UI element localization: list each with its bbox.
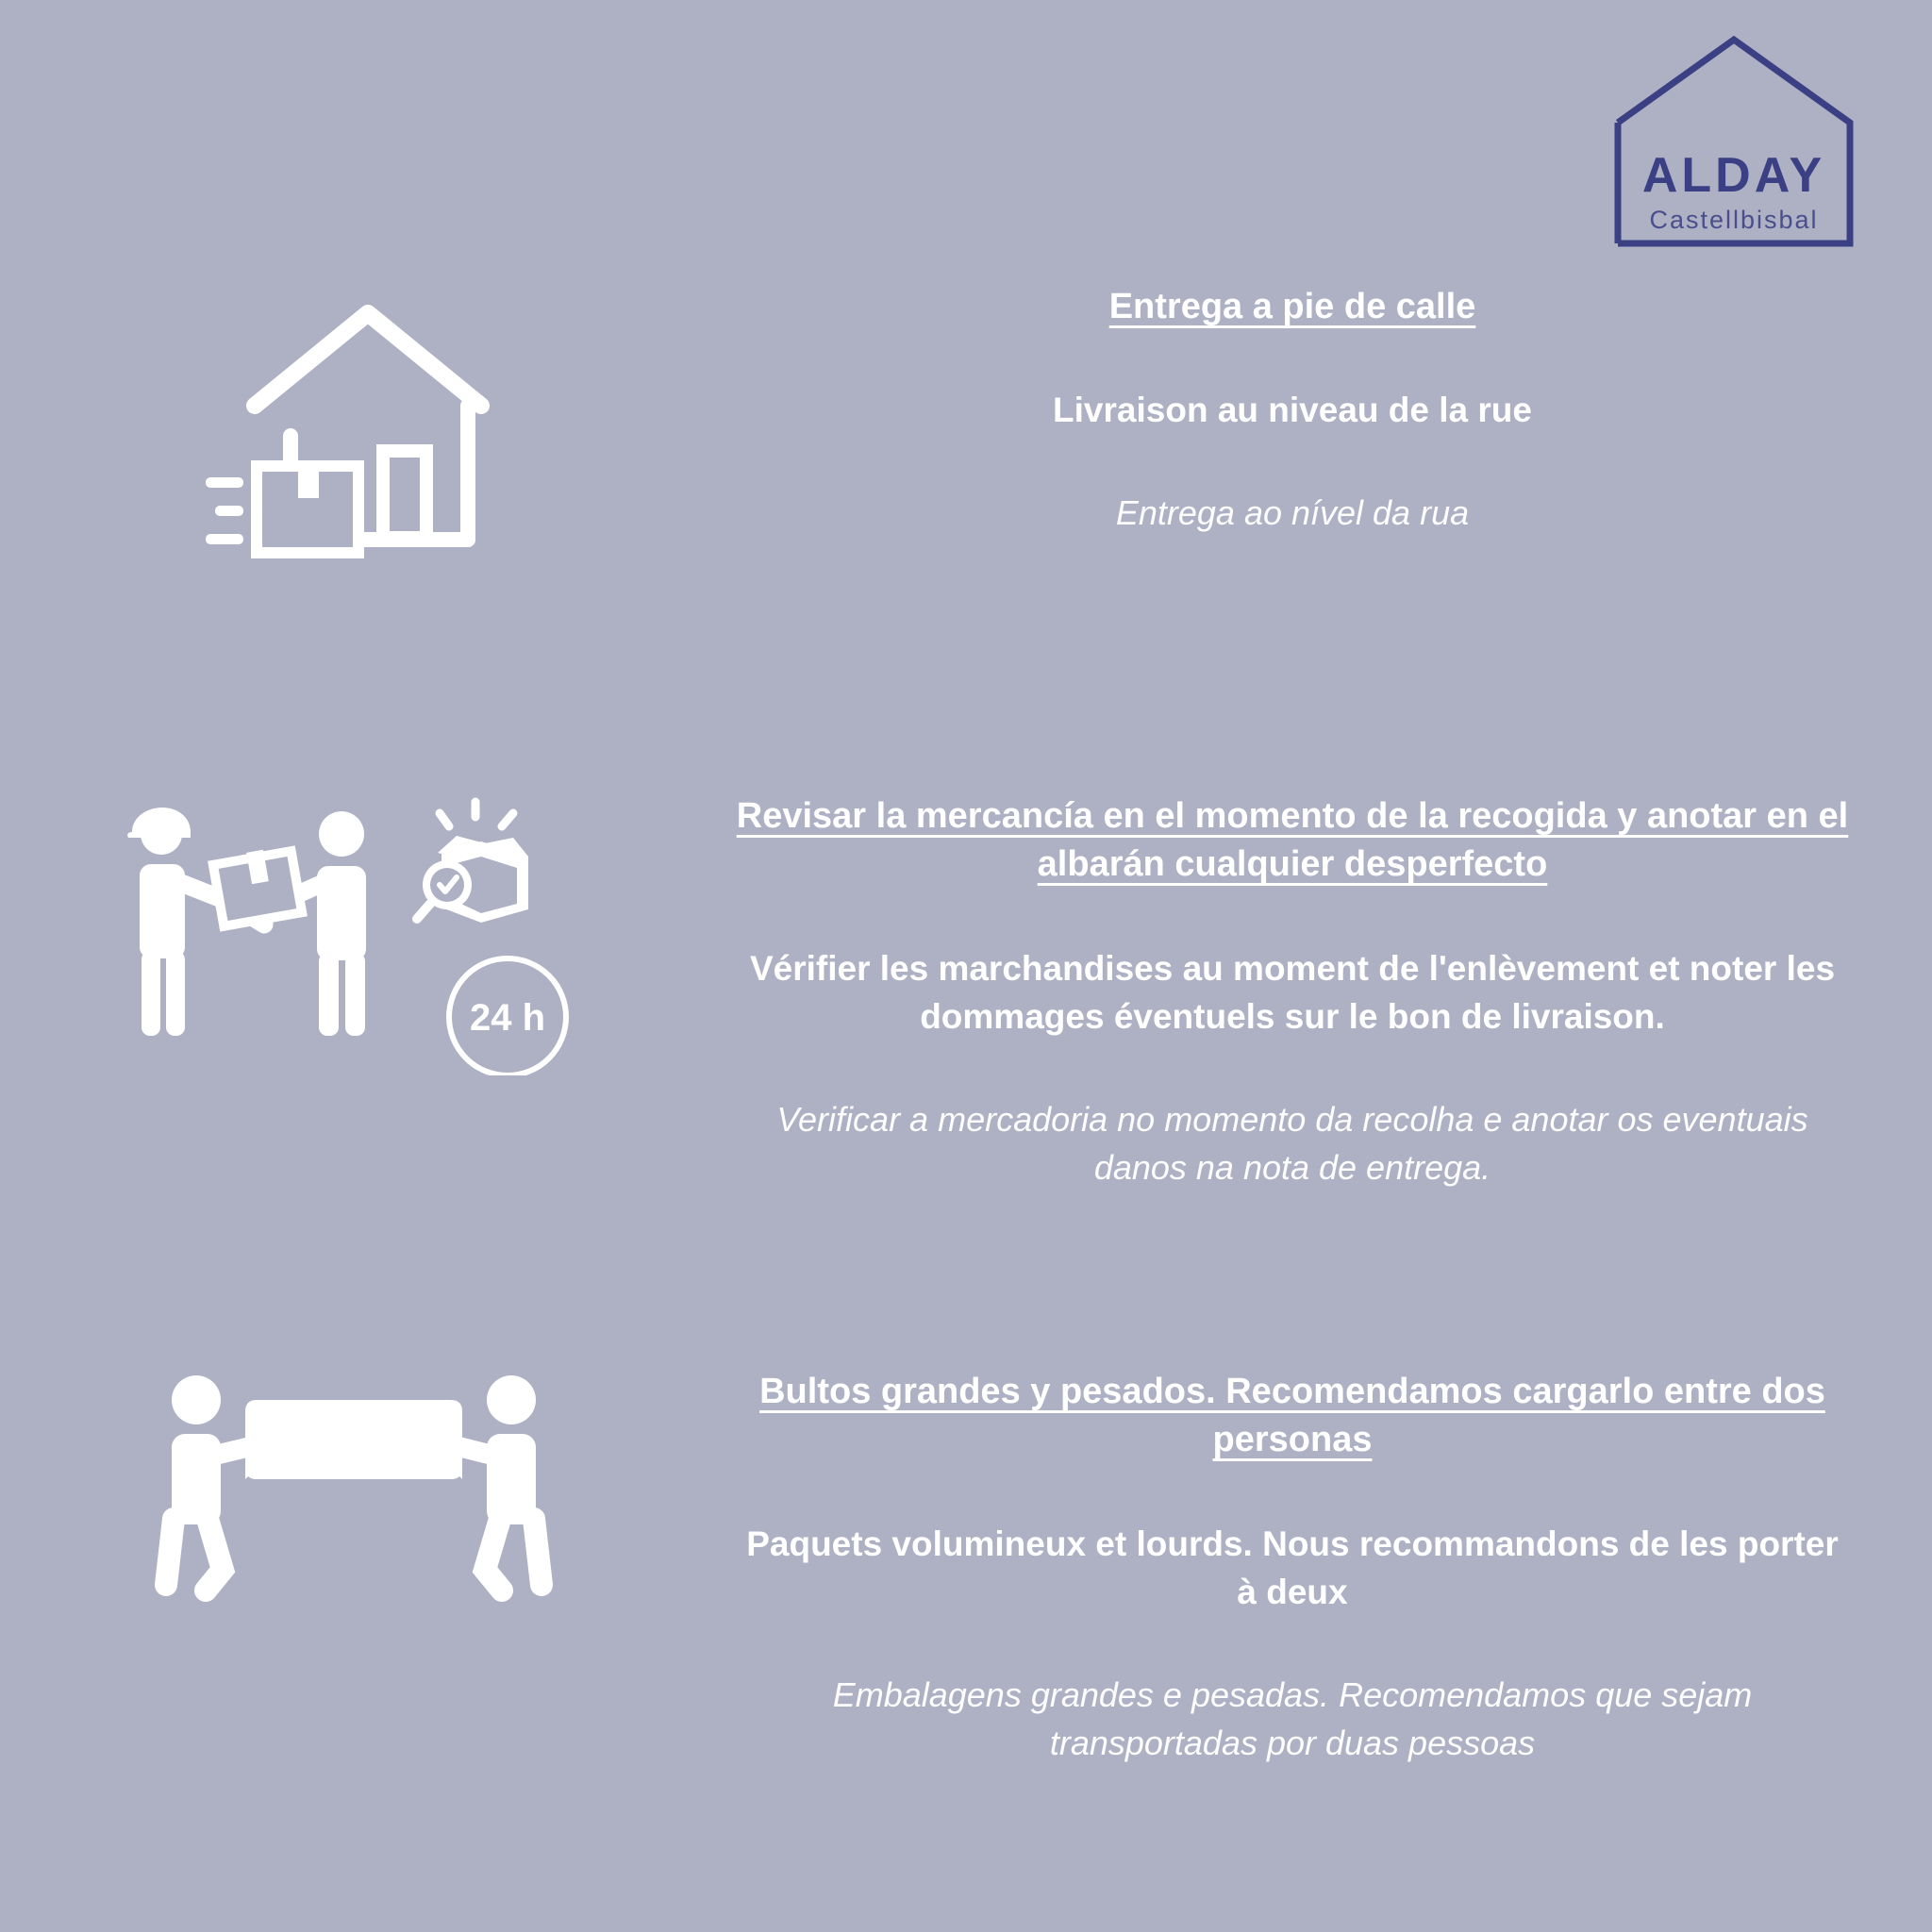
brand-name: ALDAY bbox=[1641, 148, 1826, 203]
section-heavy-text-pt: Embalagens grandes e pesadas. Recomendamos que sejam transportadas por duas pessoas bbox=[832, 1675, 1753, 1762]
section-heavy-text-fr: Paquets volumineux et lourds. Nous recommandons de les porter à deux bbox=[746, 1524, 1839, 1612]
section-check-goods bbox=[0, 792, 1932, 1191]
section-street-text bbox=[736, 283, 1849, 537]
brand-logo bbox=[1607, 28, 1861, 255]
section-check-text-pt: Verificar a mercadoria no momento da recolha e anotar os eventuais danos na nota de entrega. bbox=[776, 1100, 1808, 1187]
two-people-carrying-icon bbox=[151, 1368, 585, 1613]
section-check-icon bbox=[0, 792, 736, 1080]
section-heavy-packages bbox=[0, 1368, 1932, 1767]
brand-location: Castellbisbal bbox=[1649, 206, 1819, 234]
brand-logo-text bbox=[1607, 148, 1861, 234]
warehouse-with-package-icon bbox=[198, 292, 538, 604]
section-check-text-fr: Vérifier les marchandises au moment de l'enlèvement et noter les dommages éventuels sur le bon de livraison. bbox=[749, 948, 1836, 1037]
section-heavy-icon bbox=[0, 1368, 736, 1618]
section-street-text-pt: Entrega ao nível da rua bbox=[1115, 493, 1470, 533]
handover-package-icon bbox=[123, 792, 613, 1075]
section-street-text-fr: Livraison au niveau de la rue bbox=[1053, 391, 1532, 430]
section-check-text bbox=[736, 792, 1849, 1191]
section-heavy-text bbox=[736, 1368, 1849, 1767]
section-street-icon bbox=[0, 283, 736, 608]
section-street-delivery bbox=[0, 283, 1932, 608]
section-check-text-es: Revisar la mercancía en el momento de la recogida y anotar en el albarán cualquier desperfecto bbox=[736, 796, 1849, 885]
badge-24h: 24 h bbox=[469, 997, 546, 1039]
section-street-text-es: Entrega a pie de calle bbox=[1108, 287, 1476, 326]
section-heavy-text-es: Bultos grandes y pesados. Recomendamos cargarlo entre dos personas bbox=[759, 1372, 1825, 1460]
